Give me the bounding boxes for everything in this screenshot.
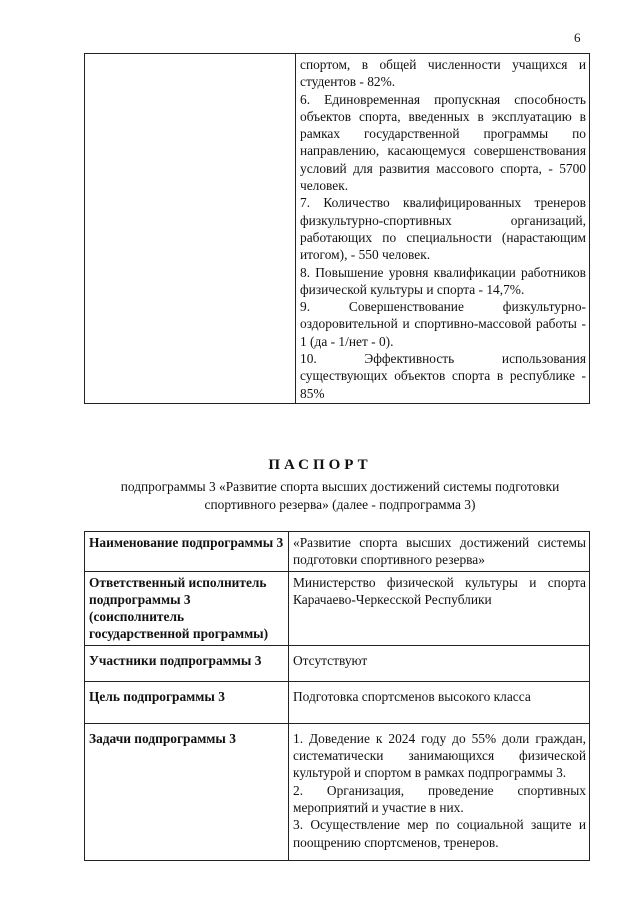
indicator-item: 10. Эффективность использования существующих объектов спорта в республике - 85% xyxy=(300,351,586,401)
task-item: 1. Доведение к 2024 году до 55% доли граждан, систематически занимающихся физической культурой и спортом в рамках подпрограммы 3. xyxy=(293,730,586,781)
table-row xyxy=(85,723,590,860)
row-label: Задачи подпрограммы 3 xyxy=(85,723,289,860)
task-item: 2. Организация, проведение спортивных мероприятий и участие в них. xyxy=(293,782,586,815)
table-row xyxy=(85,645,590,681)
row-value: Министерство физической культуры и спорта Карачаево-Черкесской Республики xyxy=(289,571,590,645)
row-label: Наименование подпрограммы 3 xyxy=(85,532,289,572)
row-value xyxy=(289,723,590,860)
table-row xyxy=(85,571,590,645)
table-row xyxy=(85,681,590,723)
row-value: Отсутствуют xyxy=(289,645,590,681)
task-item: 3. Осуществление мер по социальной защите и поощрению спортсменов, тренеров. xyxy=(293,817,586,850)
indicator-item: 6. Единовременная пропускная способность объектов спорта, введенных в эксплуатацию в рамках государственной программы по направлению, касающемуся совершенствования условий для развития массового спорта, - 5700 человек. xyxy=(300,91,586,194)
continuation-row xyxy=(85,54,590,404)
indicator-item: спортом, в общей численности учащихся и студентов - 82%. xyxy=(300,57,586,90)
passport-title: ПАСПОРТ xyxy=(268,457,372,473)
passport-subtitle: подпрограммы 3 «Развитие спорта высших достижений системы подготовки спортивного резерва» (далее - подпрограмма 3) xyxy=(120,479,560,512)
row-label: Цель подпрограммы 3 xyxy=(85,681,289,723)
table-row xyxy=(85,532,590,572)
row-label: Ответственный исполнитель подпрограммы 3 (соисполнитель государственной программы) xyxy=(85,571,289,645)
indicator-list xyxy=(300,56,586,402)
indicator-item: 8. Повышение уровня квалификации работников физической культуры и спорта - 14,7%. xyxy=(300,264,586,297)
continuation-empty-cell xyxy=(85,54,296,404)
continuation-table xyxy=(84,53,590,404)
row-value: Подготовка спортсменов высокого класса xyxy=(289,681,590,723)
indicator-item: 9. Совершенствование физкультурно-оздоровительной и спортивно-массовой работы - 1 (да - 1/нет - 0). xyxy=(300,299,586,349)
row-label: Участники подпрограммы 3 xyxy=(85,645,289,681)
page-number: 6 xyxy=(574,30,581,45)
row-value: «Развитие спорта высших достижений системы подготовки спортивного резерва» xyxy=(289,532,590,572)
passport-table xyxy=(84,531,590,861)
continuation-text-cell xyxy=(296,54,590,404)
indicator-item: 7. Количество квалифицированных тренеров физкультурно-спортивных организаций, работающих по специальности (нарастающим итогом), - 550 человек. xyxy=(300,195,586,263)
